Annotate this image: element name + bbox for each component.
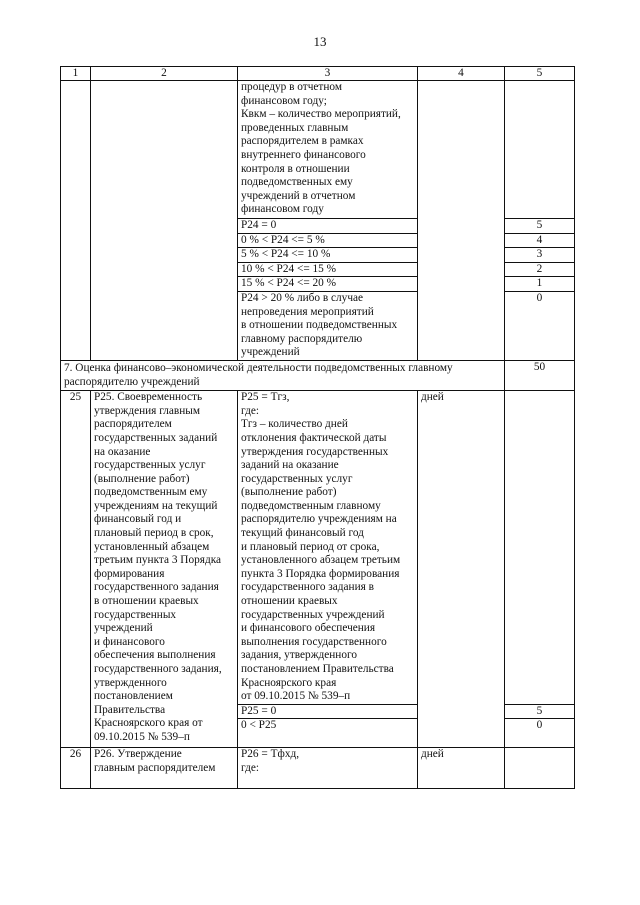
criterion-formula: Р26 = Тфхд, где: [238,748,418,789]
p24-condition: 15 % < Р24 <= 20 % [238,277,418,292]
p24-score: 4 [505,233,575,248]
p24-condition: 10 % < Р24 <= 15 % [238,262,418,277]
row-number: 26 [61,748,91,789]
p24-score: 5 [505,219,575,234]
p24-condition: Р24 = 0 [238,219,418,234]
header-col-2: 2 [91,67,238,81]
header-row [61,67,575,81]
p24-condition: Р24 > 20 % либо в случае непроведения мероприятий в отношении подведомственных главному распорядителю учреждений [238,291,418,360]
row-number: 25 [61,391,91,748]
cont-name-cell [91,81,238,361]
table-row [61,391,575,705]
section-row [61,360,575,390]
cont-num-cell [61,81,91,361]
p24-score: 1 [505,277,575,292]
header-col-5: 5 [505,67,575,81]
p24-score: 2 [505,262,575,277]
header-col-4: 4 [418,67,505,81]
table-row [61,81,575,219]
cont-unit-cell [418,81,505,361]
table-row [61,748,575,789]
criteria-table [60,66,575,789]
p24-score: 3 [505,248,575,263]
p24-score: 0 [505,291,575,360]
criterion-formula: Р25 = Тгз, где: Тгз – количество дней отклонения фактической даты утверждения государственных заданий на оказание государственных услуг (выполнение работ) подведомственным главному распорядителю учреждениям на текущий финансовый год и плановый период от срока, установленного абзацем третьим пункта 3 Порядка формирования государственного задания в отношении краевых государственных учреждений и финансового обеспечения выполнения государственного задания, утвержденного постановлением Правительства Красноярского края от 09.10.2015 № 539–п [238,391,418,705]
p25-condition: 0 < Р25 [238,719,418,748]
p25-score: 5 [505,704,575,719]
score-cell [505,391,575,705]
p25-score: 0 [505,719,575,748]
p24-condition: 0 % < Р24 <= 5 % [238,233,418,248]
unit-cell: дней [418,391,505,748]
unit-cell: дней [418,748,505,789]
page-number: 13 [313,34,327,49]
section-score: 50 [505,360,575,390]
p25-condition: Р25 = 0 [238,704,418,719]
cont-formula-text: процедур в отчетном финансовом году; Квкм – количество мероприятий, проведенных главным распорядителем в рамках внутреннего финансового контроля в отношении подведомственных ему учреждений в отчетном финансовом году [238,81,418,219]
score-cell [505,748,575,789]
criterion-name: Р25. Своевременность утверждения главным распорядителем государственных заданий на оказание государственных услуг (выполнение работ) подведомственным ему учреждениям на текущий финансовый год и плановый период в срок, установленный абзацем третьим пункта 3 Порядка формирования государственного задания в отношении краевых государственных учреждений и финансового обеспечения выполнения государственного задания, утвержденного постановлением Правительства Красноярского края от 09.10.2015 № 539–п [91,391,238,748]
cont-score-cell [505,81,575,219]
p24-condition: 5 % < Р24 <= 10 % [238,248,418,263]
section-title: 7. Оценка финансово–экономической деятельности подведомственных главному распорядителю учреждений [61,360,505,390]
criterion-name: Р26. Утверждение главным распорядителем [91,748,238,789]
header-col-3: 3 [238,67,418,81]
header-col-1: 1 [61,67,91,81]
